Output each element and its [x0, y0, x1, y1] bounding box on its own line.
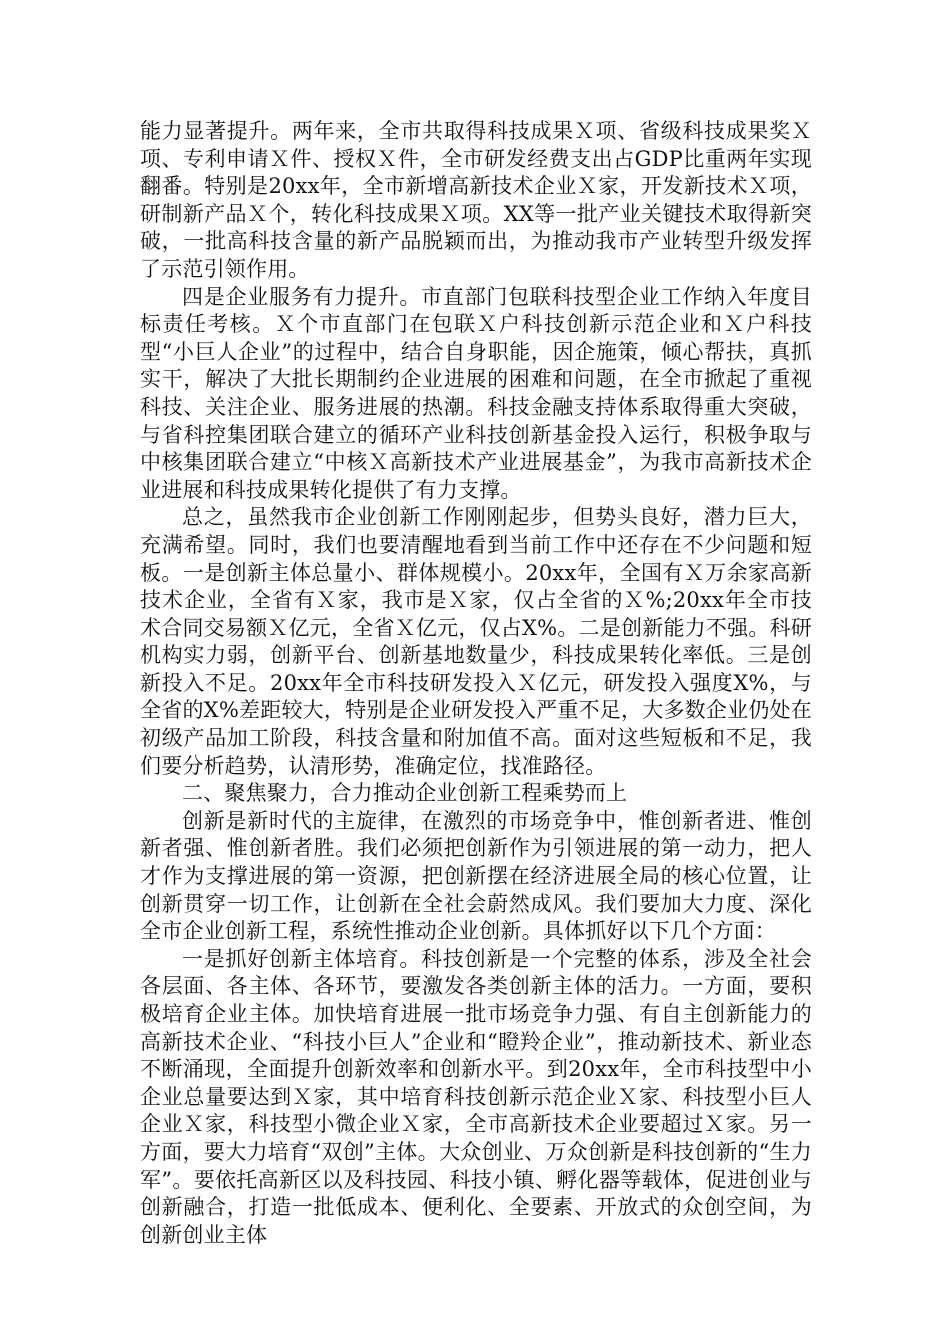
- document-page: [140, 118, 812, 1249]
- paragraph-innovation: 创新是新时代的主旋律，在激烈的市场竞争中，惟创新者进、惟创新者强、惟创新者胜。我们必须把创新作为引领进展的第一动力，把人才作为支撑进展的第一资源，把创新摆在经济进展全局的核心位置，让创新贯穿一切工作，让创新在全社会蔚然成风。我们要加大力度、深化全市企业创新工程，系统性推动企业创新。具体抓好以下几个方面：: [140, 808, 812, 944]
- paragraph-enterprise-service: 四是企业服务有力提升。市直部门包联科技型企业工作纳入年度目标责任考核。Ｘ个市直部门在包联Ｘ户科技创新示范企业和Ｘ户科技型“小巨人企业”的过程中，结合自身职能，因企施策，倾心帮扶，真抓实干，解决了大批长期制约企业进展的困难和问题，在全市掀起了重视科技、关注企业、服务进展的热潮。科技金融支持体系取得重大突破，与省科控集团联合建立的循环产业科技创新基金投入运行，积极争取与中核集团联合建立“中核Ｘ高新技术产业进展基金”，为我市高新技术企业进展和科技成果转化提供了有力支撑。: [140, 284, 812, 502]
- paragraph-continuation: 能力显著提升。两年来，全市共取得科技成果Ｘ项、省级科技成果奖Ｘ项、专利申请Ｘ件、授权Ｘ件，全市研发经费支出占GDP比重两年实现翻番。特别是20xx年，全市新增高新技术企业Ｘ家，开发新技术Ｘ项，研制新产品Ｘ个，转化科技成果Ｘ项。XX等一批产业关键技术取得新突破，一批高科技含量的新产品脱颖而出，为推动我市产业转型升级发挥了示范引领作用。: [140, 119, 812, 281]
- section-heading: 二、聚焦聚力，合力推动企业创新工程乘势而上: [182, 781, 628, 806]
- paragraph-innovation-subjects: 一是抓好创新主体培育。科技创新是一个完整的体系，涉及全社会各层面、各主体、各环节，要激发各类创新主体的活力。一方面，要积极培育企业主体。加快培育进展一批市场竞争力强、有自主创新能力的高新技术企业、“科技小巨人”企业和“瞪羚企业”，推动新技术、新业态不断涌现，全面提升创新效率和创新水平。到20xx年，全市科技型中小企业总量要达到Ｘ家，其中培育科技创新示范企业Ｘ家、科技型小巨人企业Ｘ家，科技型小微企业Ｘ家，全市高新技术企业要超过Ｘ家。另一方面，要大力培育“双创”主体。大众创业、万众创新是科技创新的“生力军”。要依托高新区以及科技园、科技小镇、孵化器等载体，促进创业与创新融合，打造一批低成本、便利化、全要素、开放式的众创空间，为创新创业主体: [140, 946, 812, 1247]
- paragraph-summary: 总之，虽然我市企业创新工作刚刚起步，但势头良好，潜力巨大，充满希望。同时，我们也要清醒地看到当前工作中还存在不少问题和短板。一是创新主体总量小、群体规模小。20xx年，全国有Ｘ万余家高新技术企业，全省有Ｘ家，我市是Ｘ家，仅占全省的Ｘ%;20xx年全市技术合同交易额Ｘ亿元，全省Ｘ亿元，仅占X%。二是创新能力不强。科研机构实力弱，创新平台、创新基地数量少，科技成果转化率低。三是创新投入不足。20xx年全市科技研发投入Ｘ亿元，研发投入强度X%，与全省的X%差距较大，特别是企业研发投入严重不足，大多数企业仍处在初级产品加工阶段，科技含量和附加值不高。面对这些短板和不足，我们要分析趋势，认清形势，准确定位，找准路径。: [140, 505, 812, 778]
